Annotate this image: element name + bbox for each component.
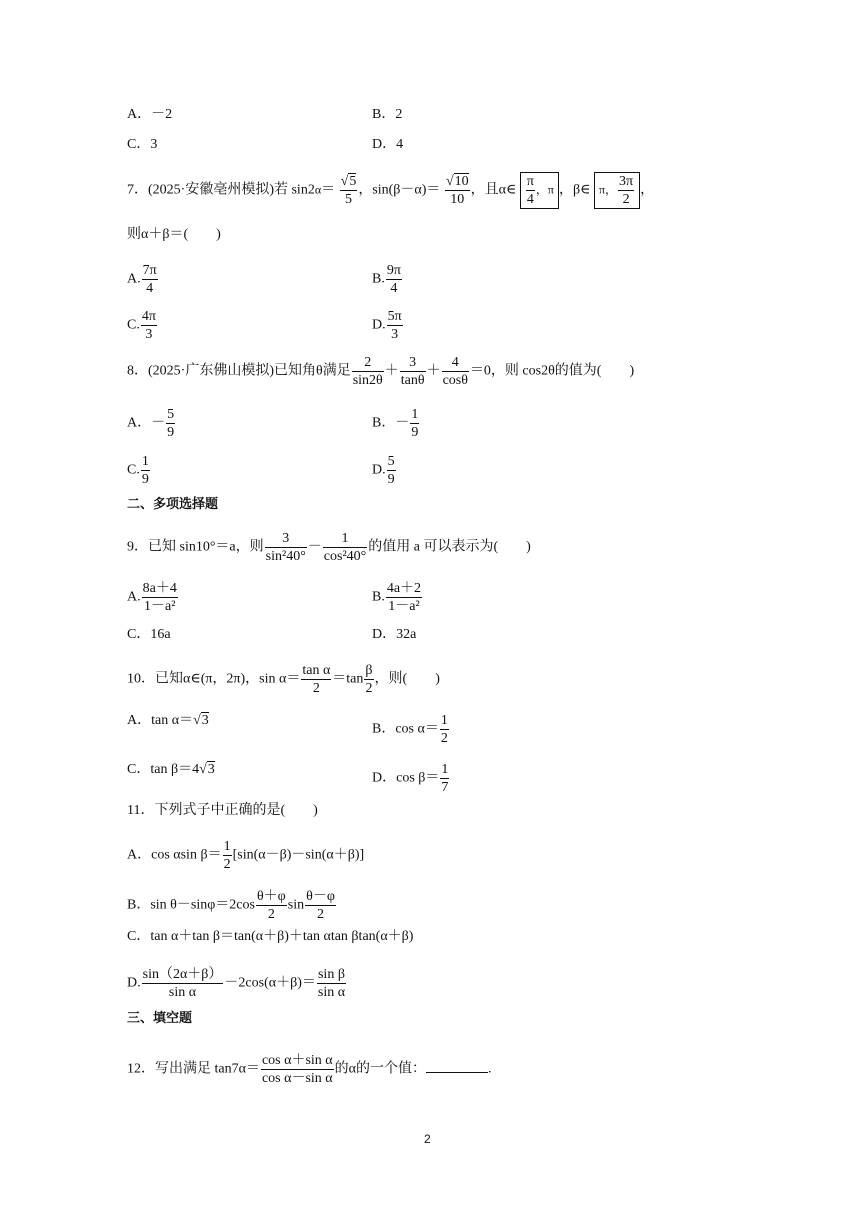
- q11-option-b-f1-num: θ＋φ: [256, 889, 286, 904]
- q10-option-b-prefix: B．cos α＝: [372, 721, 439, 737]
- q10-option-c-sqrt: 3: [207, 762, 215, 777]
- q11-option-b-mid: sin: [287, 897, 305, 913]
- q7-mid: ，sin(β－α)＝: [358, 182, 441, 198]
- q7-frac-sqrt10-den: 10: [450, 192, 465, 207]
- q7-option-c-num: 4π: [141, 309, 156, 324]
- q11-option-a-den: 2: [223, 857, 231, 872]
- q8-option-d-den: 9: [387, 472, 395, 487]
- q10-stem-prefix: 10．已知α∈(π，2π)，sin α＝: [127, 671, 301, 687]
- q8-option-d: [372, 453, 397, 488]
- q11-option-d-mid: －2cos(α＋β)＝: [224, 975, 316, 991]
- q10-f2-num: β: [365, 663, 373, 678]
- q11-option-a-num: 1: [223, 839, 231, 854]
- q9-stem-prefix: 9．已知 sin10°＝a，则: [127, 539, 264, 555]
- q10-option-d-prefix: D．cos β＝: [372, 770, 440, 786]
- q7-sqrt5-radicand: 5: [349, 174, 357, 189]
- q8-stem-suffix: ＝0，则 cos2θ的值为( ): [469, 363, 635, 379]
- q8-f3-den: cosθ: [442, 373, 468, 388]
- section-heading-multiple-choice: 二、多项选择题: [127, 497, 219, 512]
- q9-minus: －: [307, 539, 322, 555]
- q10-option-a-prefix: A．tan α＝: [127, 713, 194, 728]
- q8-option-d-num: 5: [387, 454, 395, 469]
- q10-stem-suffix: ，则( ): [374, 671, 440, 687]
- q7-option-d-label: D.: [372, 317, 386, 333]
- q8-option-b: [372, 406, 420, 441]
- q7-alpha: α: [314, 182, 322, 197]
- q11-option-d-f1-num: sin（2α＋β）: [142, 967, 223, 982]
- q9-option-c: C．16a: [127, 627, 171, 642]
- q8-plus-2: ＋: [426, 363, 441, 379]
- q9-stem: [127, 530, 531, 565]
- q12-stem-prefix: 12．写出满足 tan7α＝: [127, 1061, 260, 1077]
- q7-stem-line2: 则α＋β＝( ): [127, 227, 221, 242]
- q9-f1-den: sin²40°: [265, 549, 306, 564]
- q9-option-b: [372, 580, 423, 615]
- q7-option-c: [127, 308, 158, 343]
- q10-option-c: C．tan β＝4√3: [127, 762, 215, 777]
- q7-frac-sqrt5: $\frac{√5}{5}$: [340, 174, 357, 207]
- q10-option-b: [372, 712, 450, 747]
- q8-f3-num: 4: [442, 354, 469, 372]
- q8-f1-den: sin2θ: [352, 373, 383, 388]
- q11-option-a-suffix: [sin(α－β)－sin(α＋β)]: [232, 847, 365, 863]
- page-number: 2: [424, 1132, 431, 1146]
- q7-int1-den: 4: [526, 192, 534, 207]
- q7-eq: ＝: [321, 182, 336, 198]
- q8-option-a-num: 5: [167, 407, 175, 422]
- q10-option-b-den: 2: [440, 731, 448, 746]
- q6-option-d: D．4: [372, 137, 404, 152]
- q11-option-b-f2-num: θ－φ: [306, 889, 335, 904]
- q9-stem-suffix: 的值用 a 可以表示为( ): [368, 539, 531, 555]
- q6-option-c: C．3: [127, 137, 158, 152]
- q10-option-a: A．tan α＝√3: [127, 713, 209, 728]
- q7-option-c-den: 3: [145, 327, 153, 342]
- q10-option-a-sqrt: 3: [201, 713, 209, 728]
- q7-end: ，: [640, 182, 655, 198]
- q11-option-d-f2-num: sin β: [317, 967, 345, 982]
- q10-option-d-den: 7: [441, 780, 449, 795]
- q7-interval-2: [594, 172, 640, 209]
- q7-int2-den: 2: [622, 192, 630, 207]
- q7-option-b-label: B.: [372, 271, 385, 287]
- q8-option-d-label: D.: [372, 462, 386, 478]
- q8-option-b-num: 1: [411, 407, 419, 422]
- q8-f2-den: tanθ: [400, 373, 425, 388]
- q10-f1-num: tan α: [302, 663, 331, 678]
- q11-option-b-prefix: B．sin θ－sinφ＝2cos: [127, 897, 255, 913]
- q8-option-b-den: 9: [411, 425, 419, 440]
- q9-f2-num: 1: [323, 530, 367, 548]
- q7-option-d: [372, 308, 404, 343]
- q11-option-d-f1-den: sin α: [168, 985, 197, 1000]
- q10-stem: [127, 662, 440, 697]
- q12-frac-den: cos α－sin α: [261, 1071, 333, 1086]
- q7-option-a-den: 4: [146, 281, 154, 296]
- q8-stem: [127, 354, 634, 389]
- q7-option-b-num: 9π: [386, 263, 401, 278]
- q11-stem: 11．下列式子中正确的是( ): [127, 803, 318, 818]
- q8-option-c: [127, 453, 151, 488]
- q7-option-b-den: 4: [390, 281, 398, 296]
- q7-interval-1: [520, 172, 559, 209]
- q7-frac-sqrt10: $\frac{√10}{10}$: [445, 174, 469, 207]
- q9-option-a-label: A.: [127, 589, 141, 605]
- q9-option-a-den: 1－a²: [144, 599, 176, 614]
- q9-option-b-label: B.: [372, 589, 385, 605]
- q9-option-a-num: 8a＋4: [142, 581, 177, 596]
- q8-f2-num: 3: [400, 354, 426, 372]
- q7-int1-num: π: [526, 174, 534, 189]
- q9-f2-den: cos²40°: [323, 549, 367, 564]
- q7-int2-num: 3π: [619, 174, 634, 189]
- q9-option-b-num: 4a＋2: [386, 581, 422, 596]
- q8-stem-prefix: 8．(2025·广东佛山模拟)已知角θ满足: [127, 363, 351, 379]
- q7-and: ，且α∈: [470, 182, 517, 198]
- q8-option-a-label: A．－: [127, 415, 166, 431]
- q9-option-d: D．32a: [372, 627, 417, 642]
- q8-plus-1: ＋: [384, 363, 399, 379]
- q11-option-a-prefix: A．cos αsin β＝: [127, 847, 222, 863]
- q8-option-c-num: 1: [141, 454, 149, 469]
- q11-option-d-prefix: D.: [127, 975, 141, 991]
- q7-beta-in: ，β∈: [558, 182, 591, 198]
- q7-frac-sqrt5-den: 5: [344, 192, 352, 207]
- q7-stem-prefix: 7．(2025·安徽亳州模拟)若 sin2: [127, 182, 315, 198]
- q7-option-c-label: C.: [127, 317, 140, 333]
- q11-option-d: [127, 966, 347, 1001]
- q6-option-b: B．2: [372, 107, 403, 122]
- q10-option-c-prefix: C．tan β＝4: [127, 762, 200, 777]
- q7-stem: [127, 172, 654, 209]
- q8-option-a-den: 9: [167, 425, 175, 440]
- q10-option-d-num: 1: [441, 762, 449, 777]
- q11-option-a: [127, 838, 364, 873]
- q9-f1-num: 3: [265, 530, 307, 548]
- q6-option-a: A．－2: [127, 107, 173, 122]
- q9-option-a: [127, 580, 179, 615]
- q10-f2-den: 2: [365, 681, 373, 696]
- q10-f1-den: 2: [312, 681, 320, 696]
- q8-option-a: [127, 406, 176, 441]
- q8-f1-num: 2: [352, 354, 384, 372]
- q10-option-b-num: 1: [440, 713, 448, 728]
- q12-stem-suffix: 的α的一个值：: [334, 1061, 426, 1077]
- q11-option-d-f2-den: sin α: [317, 985, 346, 1000]
- q7-option-b: [372, 262, 403, 297]
- q9-option-b-den: 1－a²: [388, 599, 420, 614]
- q7-int2-left: π，: [598, 182, 618, 197]
- section-heading-fill-in: 三、填空题: [127, 1011, 193, 1026]
- q10-eq-tan: ＝tan: [332, 671, 364, 687]
- q12-end: .: [487, 1061, 492, 1077]
- q7-option-d-den: 3: [391, 327, 399, 342]
- q7-sqrt10-radicand: 10: [454, 174, 469, 189]
- q7-int1-sep: ，π: [535, 182, 554, 197]
- q12-answer-blank[interactable]: [426, 1060, 488, 1073]
- q8-option-c-label: C.: [127, 462, 140, 478]
- q12-stem: [127, 1052, 491, 1087]
- q11-option-c: C．tan α＋tan β＝tan(α＋β)＋tan αtan βtan(α＋β): [127, 929, 414, 944]
- q11-option-b: [127, 888, 337, 923]
- q7-option-a-num: 7π: [142, 263, 157, 278]
- q8-option-c-den: 9: [141, 472, 149, 487]
- q7-option-a: [127, 262, 159, 297]
- q8-option-b-label: B．－: [372, 415, 410, 431]
- q12-frac-num: cos α＋sin α: [261, 1053, 333, 1068]
- q7-option-d-num: 5π: [387, 309, 402, 324]
- q11-option-b-f1-den: 2: [267, 907, 275, 922]
- q11-option-b-f2-den: 2: [317, 907, 324, 922]
- q10-option-d: [372, 761, 450, 796]
- q7-option-a-label: A.: [127, 271, 141, 287]
